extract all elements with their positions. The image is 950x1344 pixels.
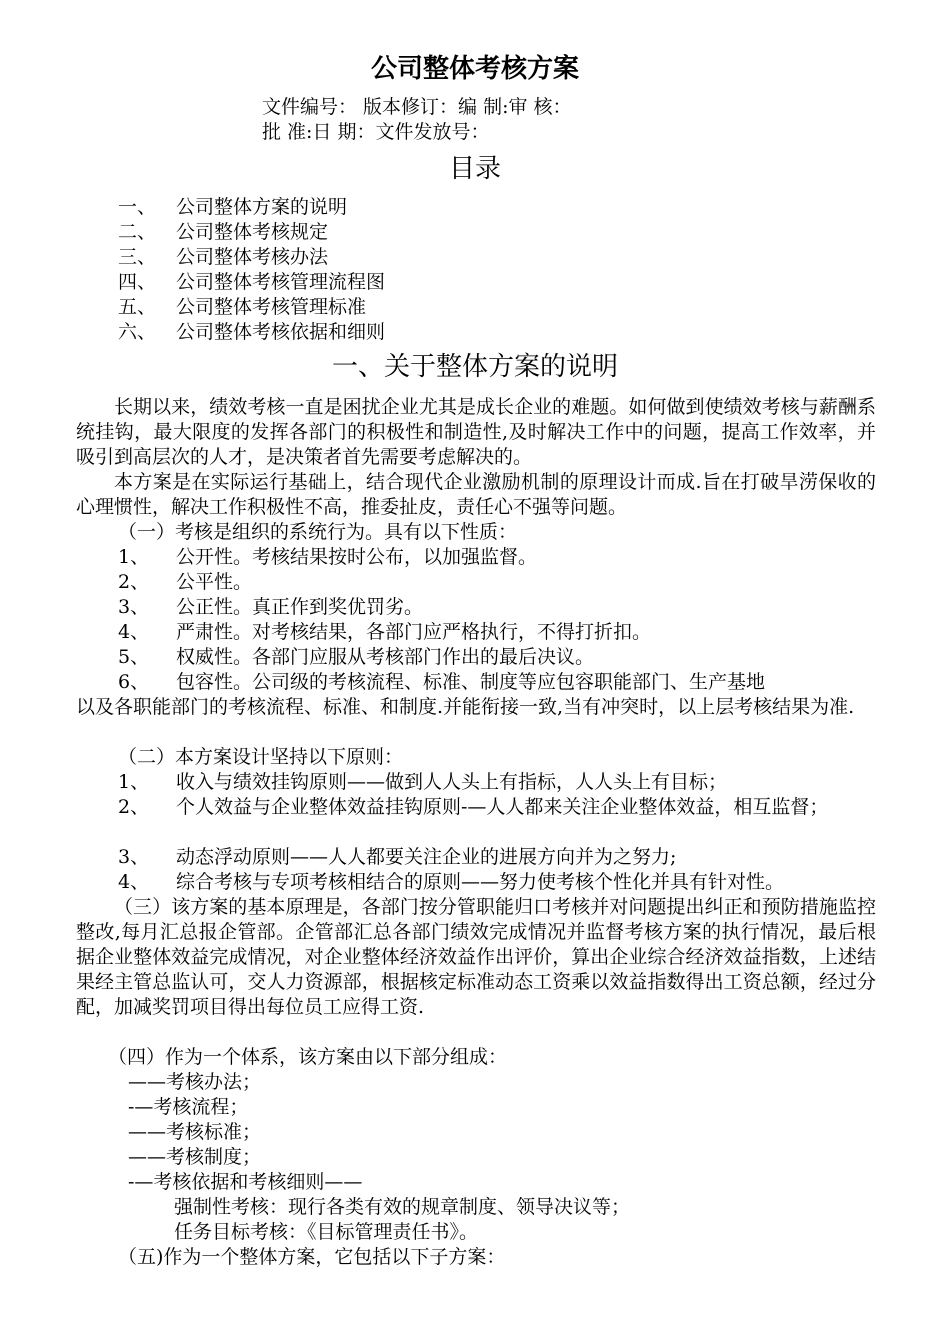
- list-item-number: 3、: [118, 596, 150, 618]
- toc-item-number: 五、: [118, 296, 157, 318]
- list-item-number: 2、: [118, 571, 150, 593]
- toc-item-number: 三、: [118, 246, 157, 268]
- component-item: ——考核办法；: [128, 1071, 262, 1093]
- list-item-number: 4、: [118, 621, 150, 643]
- paragraph-intro: 长期以来，绩效考核一直是困扰企业尤其是成长企业的难题。如何做到使绩效考核与薪酬系统挂钩，最大限度的发挥各部门的积极性和制造性,及时解决工作中的问题，提高工作效率，并吸引到高层次的人才，是决策者首先需要考虑解决的。: [76, 396, 876, 468]
- toc-item-text: 公司整体考核依据和细则: [176, 321, 386, 343]
- list-item-text: 权威性。各部门应服从考核部门作出的最后决议。: [176, 646, 595, 668]
- list-item-text: 公平性。: [176, 571, 253, 593]
- list-item-text: 公正性。真正作到奖优罚劣。: [176, 596, 424, 618]
- basis-item: 任务目标考核：《目标管理责任书》。: [174, 1221, 479, 1243]
- paragraph-principle: （三）该方案的基本原理是，各部门按分管职能归口考核并对问题提出纠正和预防措施监控整改,每月汇总报企管部。企管部汇总各部门绩效完成情况并监督考核方案的执行情况，最后根据企业整体效益完成情况，对企业整体经济效益作出评价，算出企业综合经济效益指数，上述结果经主管总监认可，交人力资源部，根据核定标准动态工资乘以效益指数得出工资总额，经过分配，加减奖罚项目得出每位员工应得工资.: [76, 896, 876, 1018]
- toc-item-text: 公司整体考核规定: [176, 221, 329, 243]
- section-heading: 一、关于整体方案的说明: [331, 352, 618, 382]
- list-item-number: 4、: [118, 871, 150, 893]
- subsection-heading-2: （二）本方案设计坚持以下原则：: [118, 746, 404, 768]
- toc-item-number: 一、: [118, 196, 157, 218]
- toc-item-number: 四、: [118, 271, 157, 293]
- paragraph-purpose: 本方案是在实际运行基础上，结合现代企业激励机制的原理设计而成.旨在打破旱涝保收的心理惯性，解决工作积极性不高，推委扯皮，责任心不强等问题。: [76, 471, 876, 518]
- toc-item-text: 公司整体考核管理流程图: [176, 271, 386, 293]
- list-item-text: 公开性。考核结果按时公布，以加强监督。: [176, 546, 538, 568]
- toc-item-number: 二、: [118, 221, 157, 243]
- toc-item-text: 公司整体方案的说明: [176, 196, 348, 218]
- toc-heading: 目录: [448, 154, 501, 184]
- list-item-number: 2、: [118, 796, 150, 818]
- list-item-number: 1、: [118, 546, 150, 568]
- list-item-number: 6、: [118, 671, 150, 693]
- component-item: ——考核标准；: [128, 1121, 262, 1143]
- subsection-heading-1: （一）考核是组织的系统行为。具有以下性质：: [118, 521, 518, 543]
- component-item: -—考核流程；: [128, 1096, 249, 1118]
- list-item-text: 包容性。公司级的考核流程、标准、制度等应包容职能部门、生产基地: [176, 671, 766, 693]
- document-title: 公司整体考核方案: [370, 54, 579, 84]
- list-item-continuation: 以及各职能部门的考核流程、标准、和制度.并能衔接一致,当有冲突时，以上层考核结果为准.: [76, 696, 855, 718]
- basis-item: 强制性考核：现行各类有效的规章制度、领导决议等；: [174, 1196, 631, 1218]
- list-item-text: 个人效益与企业整体效益挂钩原则-—人人都来关注企业整体效益，相互监督；: [176, 796, 829, 818]
- list-item-text: 综合考核与专项考核相结合的原则——努力使考核个性化并具有针对性。: [176, 871, 785, 893]
- meta-line-1: 文件编号： 版本修订：编 制:审 核：: [262, 96, 572, 118]
- toc-item-text: 公司整体考核办法: [176, 246, 329, 268]
- list-item-text: 收入与绩效挂钩原则——做到人人头上有指标，人人头上有目标；: [176, 771, 728, 793]
- toc-item-text: 公司整体考核管理标准: [176, 296, 367, 318]
- toc-item-number: 六、: [118, 321, 157, 343]
- subsection-heading-5: （五)作为一个整体方案，它包括以下子方案：: [118, 1246, 506, 1268]
- list-item-number: 5、: [118, 646, 150, 668]
- list-item-text: 动态浮动原则——人人都要关注企业的进展方向并为之努力;: [176, 846, 677, 868]
- meta-line-2: 批 准:日 期：文件发放号：: [262, 121, 490, 143]
- component-item: ——考核制度；: [128, 1146, 262, 1168]
- list-item-number: 3、: [118, 846, 150, 868]
- component-item: -—考核依据和考核细则——: [128, 1171, 363, 1193]
- list-item-number: 1、: [118, 771, 150, 793]
- list-item-text: 严肃性。对考核结果，各部门应严格执行，不得打折扣。: [176, 621, 652, 643]
- subsection-heading-4: （四）作为一个体系，该方案由以下部分组成：: [108, 1046, 508, 1068]
